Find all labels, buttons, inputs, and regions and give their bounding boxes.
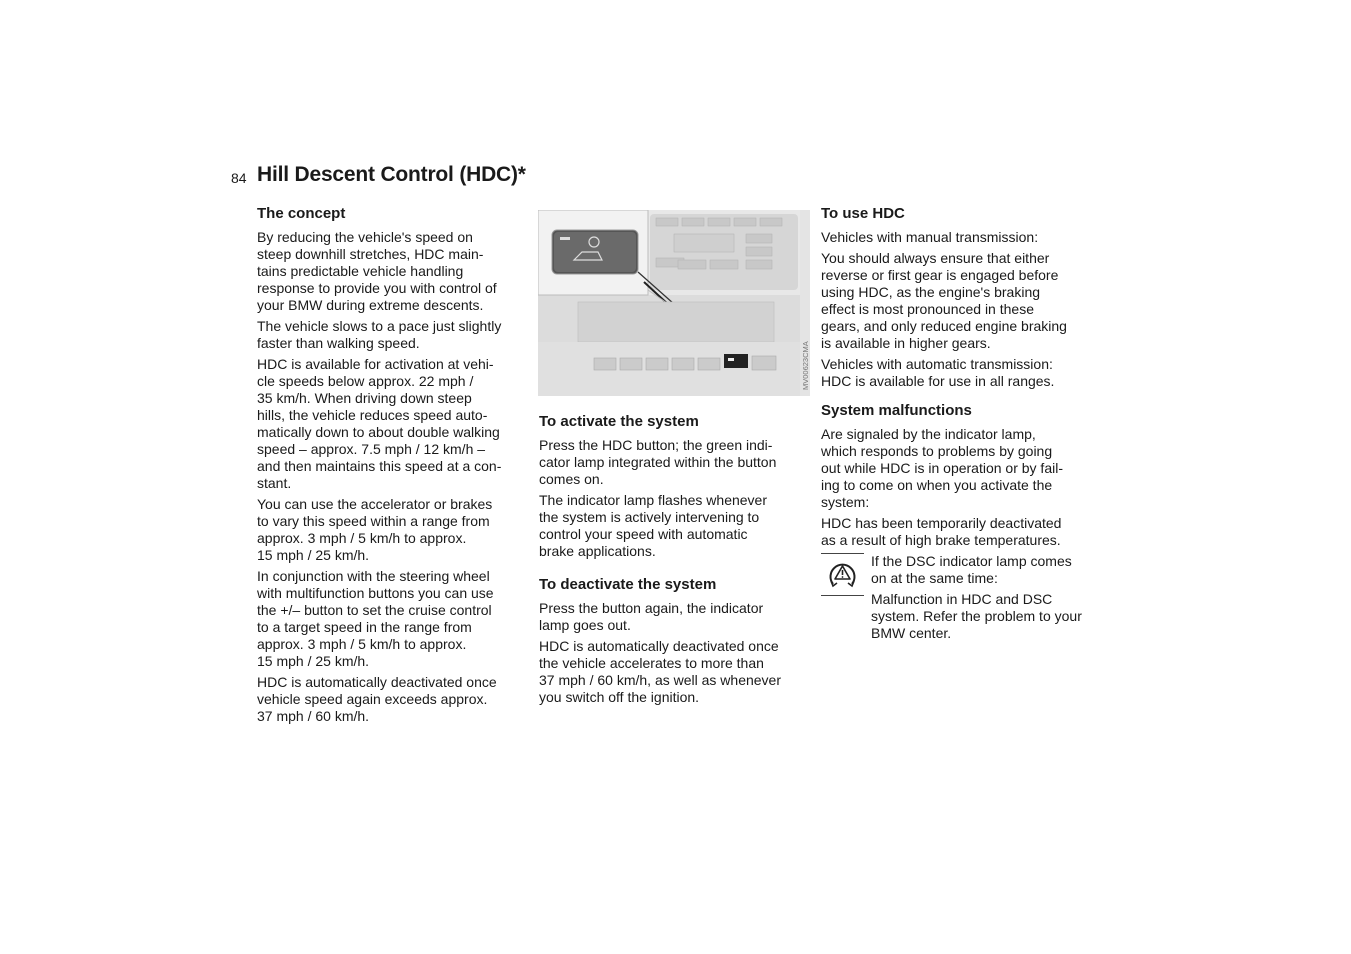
text-line: the vehicle accelerates to more than xyxy=(539,655,764,671)
warning-text-1 xyxy=(871,553,1093,587)
activate-body xyxy=(539,437,809,560)
text-line: HDC is automatically deactivated once xyxy=(539,638,779,654)
text-line: HDC is available for use in all ranges. xyxy=(821,373,1055,389)
text-line: By reducing the vehicle's speed on xyxy=(257,229,473,245)
text-line: You can use the accelerator or brakes xyxy=(257,496,493,512)
text-line: HDC has been temporarily deactivated xyxy=(821,515,1062,531)
use-heading: To use HDC xyxy=(821,205,905,222)
text-line: to a target speed in the range from xyxy=(257,619,472,635)
text-line: In conjunction with the steering wheel xyxy=(257,568,490,584)
text-line: with multifunction buttons you can use xyxy=(257,585,494,601)
activate-heading: To activate the system xyxy=(539,413,699,430)
text-line: Vehicles with automatic transmission: xyxy=(821,356,1053,372)
text-line: vehicle speed again exceeds approx. xyxy=(257,691,488,707)
text-line: approx. 3 mph / 5 km/h to approx. xyxy=(257,530,467,546)
text-line: to vary this speed within a range from xyxy=(257,513,490,529)
text-line: The indicator lamp flashes whenever xyxy=(539,492,768,508)
text-line: Press the button again, the indicator xyxy=(539,600,764,616)
paragraph xyxy=(539,492,809,560)
text-line: cator lamp integrated within the button xyxy=(539,454,777,470)
paragraph xyxy=(257,356,527,492)
paragraph xyxy=(821,426,1093,511)
text-line: 35 km/h. When driving down steep xyxy=(257,390,472,406)
text-line: cle speeds below approx. 22 mph / xyxy=(257,373,474,389)
text-line: matically down to about double walking xyxy=(257,424,500,440)
paragraph xyxy=(539,437,809,488)
text-line: using HDC, as the engine's braking xyxy=(821,284,1041,300)
concept-body xyxy=(257,229,527,725)
text-line: and then maintains this speed at a con- xyxy=(257,458,502,474)
use-and-malfunction-column xyxy=(821,205,1093,646)
text-line: 15 mph / 25 km/h. xyxy=(257,547,370,563)
text-line: HDC is automatically deactivated once xyxy=(257,674,497,690)
paragraph xyxy=(821,229,1093,246)
text-line: as a result of high brake temperatures. xyxy=(821,532,1061,548)
deactivate-body xyxy=(539,600,809,706)
text-line: 37 mph / 60 km/h. xyxy=(257,708,370,724)
text-line: 37 mph / 60 km/h, as well as whenever xyxy=(539,672,782,688)
paragraph xyxy=(257,318,527,352)
concept-heading: The concept xyxy=(257,205,346,222)
text-line: brake applications. xyxy=(539,543,656,559)
text-line: effect is most pronounced in these xyxy=(821,301,1034,317)
text-line: Vehicles with manual transmission: xyxy=(821,229,1039,245)
text-line: you switch off the ignition. xyxy=(539,689,700,705)
paragraph xyxy=(821,250,1093,352)
text-line: reverse or first gear is engaged before xyxy=(821,267,1059,283)
hdc-button-figure xyxy=(538,210,810,396)
text-line: The vehicle slows to a pace just slightly xyxy=(257,318,502,334)
text-line: speed – approx. 7.5 mph / 12 km/h – xyxy=(257,441,486,457)
text-line: system. Refer the problem to your xyxy=(871,608,1082,624)
text-line: stant. xyxy=(257,475,292,491)
text-line: If the DSC indicator lamp comes xyxy=(871,553,1072,569)
malfunctions-body xyxy=(821,426,1093,549)
malfunctions-heading: System malfunctions xyxy=(821,402,972,419)
text-line: BMW center. xyxy=(871,625,952,641)
text-line: the +/– button to set the cruise control xyxy=(257,602,492,618)
concept-section xyxy=(257,205,527,729)
text-line: approx. 3 mph / 5 km/h to approx. xyxy=(257,636,467,652)
text-line: hills, the vehicle reduces speed auto- xyxy=(257,407,488,423)
text-line: You should always ensure that either xyxy=(821,250,1050,266)
activate-section xyxy=(539,413,809,564)
text-line: the system is actively intervening to xyxy=(539,509,760,525)
text-line: response to provide you with control of xyxy=(257,280,497,296)
paragraph xyxy=(257,674,527,725)
text-line: HDC is available for activation at vehi- xyxy=(257,356,494,372)
text-line: control your speed with automatic xyxy=(539,526,748,542)
warning-note xyxy=(821,553,1093,642)
paragraph xyxy=(257,229,527,314)
paragraph xyxy=(821,515,1093,549)
paragraph xyxy=(539,638,809,706)
paragraph xyxy=(257,496,527,564)
paragraph xyxy=(539,600,809,634)
warning-text-2 xyxy=(871,591,1093,642)
page-title: Hill Descent Control (HDC)* xyxy=(257,163,526,186)
text-line: your BMW during extreme descents. xyxy=(257,297,484,313)
text-line: steep downhill stretches, HDC main- xyxy=(257,246,484,262)
figure-code: MV00623CMA xyxy=(801,341,810,390)
text-line: tains predictable vehicle handling xyxy=(257,263,464,279)
deactivate-section xyxy=(539,576,809,710)
text-line: comes on. xyxy=(539,471,604,487)
text-line: faster than walking speed. xyxy=(257,335,420,351)
text-line: gears, and only reduced engine braking xyxy=(821,318,1067,334)
text-line: on at the same time: xyxy=(871,570,998,586)
use-body xyxy=(821,229,1093,390)
text-line: Malfunction in HDC and DSC xyxy=(871,591,1053,607)
text-line: 15 mph / 25 km/h. xyxy=(257,653,370,669)
paragraph xyxy=(821,356,1093,390)
text-line: system: xyxy=(821,494,870,510)
text-line: ing to come on when you activate the xyxy=(821,477,1053,493)
page-number: 84 xyxy=(231,170,247,186)
text-line: is available in higher gears. xyxy=(821,335,991,351)
text-line: lamp goes out. xyxy=(539,617,631,633)
paragraph xyxy=(257,568,527,670)
text-line: out while HDC is in operation or by fail- xyxy=(821,460,1063,476)
text-line: which responds to problems by going xyxy=(821,443,1053,459)
text-line: Press the HDC button; the green indi- xyxy=(539,437,773,453)
text-line: Are signaled by the indicator lamp, xyxy=(821,426,1036,442)
deactivate-heading: To deactivate the system xyxy=(539,576,717,593)
warning-triangle-icon xyxy=(821,553,864,596)
